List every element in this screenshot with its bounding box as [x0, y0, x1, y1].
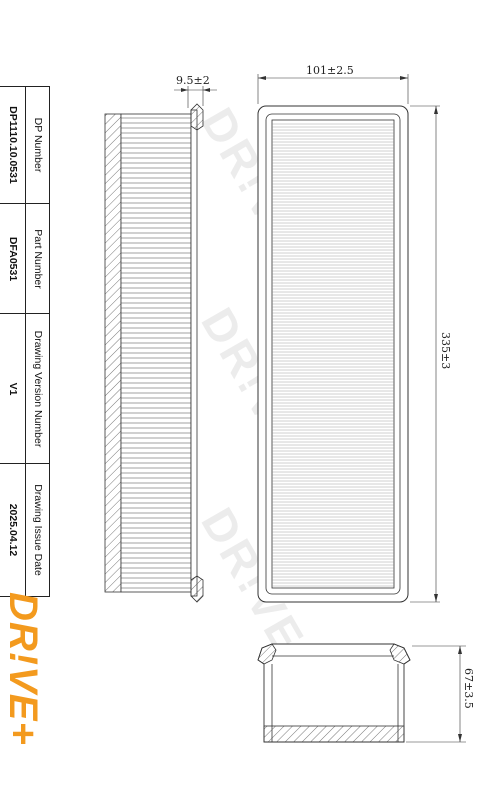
section-view — [258, 644, 475, 742]
brand-logo-text: DR!VE+ — [1, 592, 45, 746]
flange-dim-label: 9.5±2 — [176, 74, 210, 87]
dp-number-header-cell — [25, 87, 50, 204]
title-block-headers — [25, 87, 50, 596]
section-base-hatch — [264, 726, 404, 742]
part-number-header: Part Number — [31, 228, 44, 289]
title-block — [0, 86, 50, 597]
part-number-cell — [0, 204, 25, 314]
height-dim-arrow-top — [458, 646, 462, 654]
width-dim-label: 101±2.5 — [306, 64, 354, 77]
length-dim-arrow-bottom — [434, 594, 438, 602]
height-dim-label: 67±3.5 — [462, 668, 475, 709]
dp-number-cell — [0, 87, 25, 204]
drawing-version-header: Drawing Version Number — [31, 330, 44, 447]
side-view-flange-top — [191, 104, 203, 130]
width-dim-arrow-left — [258, 76, 266, 80]
length-dim-label: 335±3 — [439, 332, 452, 370]
dp-number-value: DP1110.10.0531 — [6, 106, 19, 184]
top-view — [258, 64, 452, 602]
drawing-issue-date-value: 2025.04.12 — [6, 503, 19, 557]
title-block-values — [0, 87, 26, 596]
flange-dim-arrow-left — [181, 88, 188, 92]
side-view-frame-hatch — [105, 114, 121, 592]
part-number-header-cell — [25, 204, 50, 314]
length-dim-arrow-top — [434, 106, 438, 114]
brand-logo — [0, 590, 50, 800]
side-view-seal — [191, 110, 197, 596]
side-view-flange-bottom — [191, 576, 203, 602]
width-dim-arrow-right — [400, 76, 408, 80]
flange-dim-arrow-right — [203, 88, 210, 92]
part-number-value: DFA0531 — [6, 236, 19, 281]
technical-drawing — [50, 0, 502, 800]
drawing-issue-date-cell — [0, 464, 25, 596]
drawing-version-value: V1 — [6, 382, 19, 395]
top-view-outer — [258, 106, 408, 602]
dp-number-header: DP Number — [31, 117, 44, 173]
drawing-version-header-cell — [25, 314, 50, 464]
drawing-version-cell — [0, 314, 25, 464]
drawing-issue-date-header-cell — [25, 464, 50, 596]
drawing-issue-date-header: Drawing Issue Date — [31, 484, 44, 576]
height-dim-arrow-bottom — [458, 734, 462, 742]
